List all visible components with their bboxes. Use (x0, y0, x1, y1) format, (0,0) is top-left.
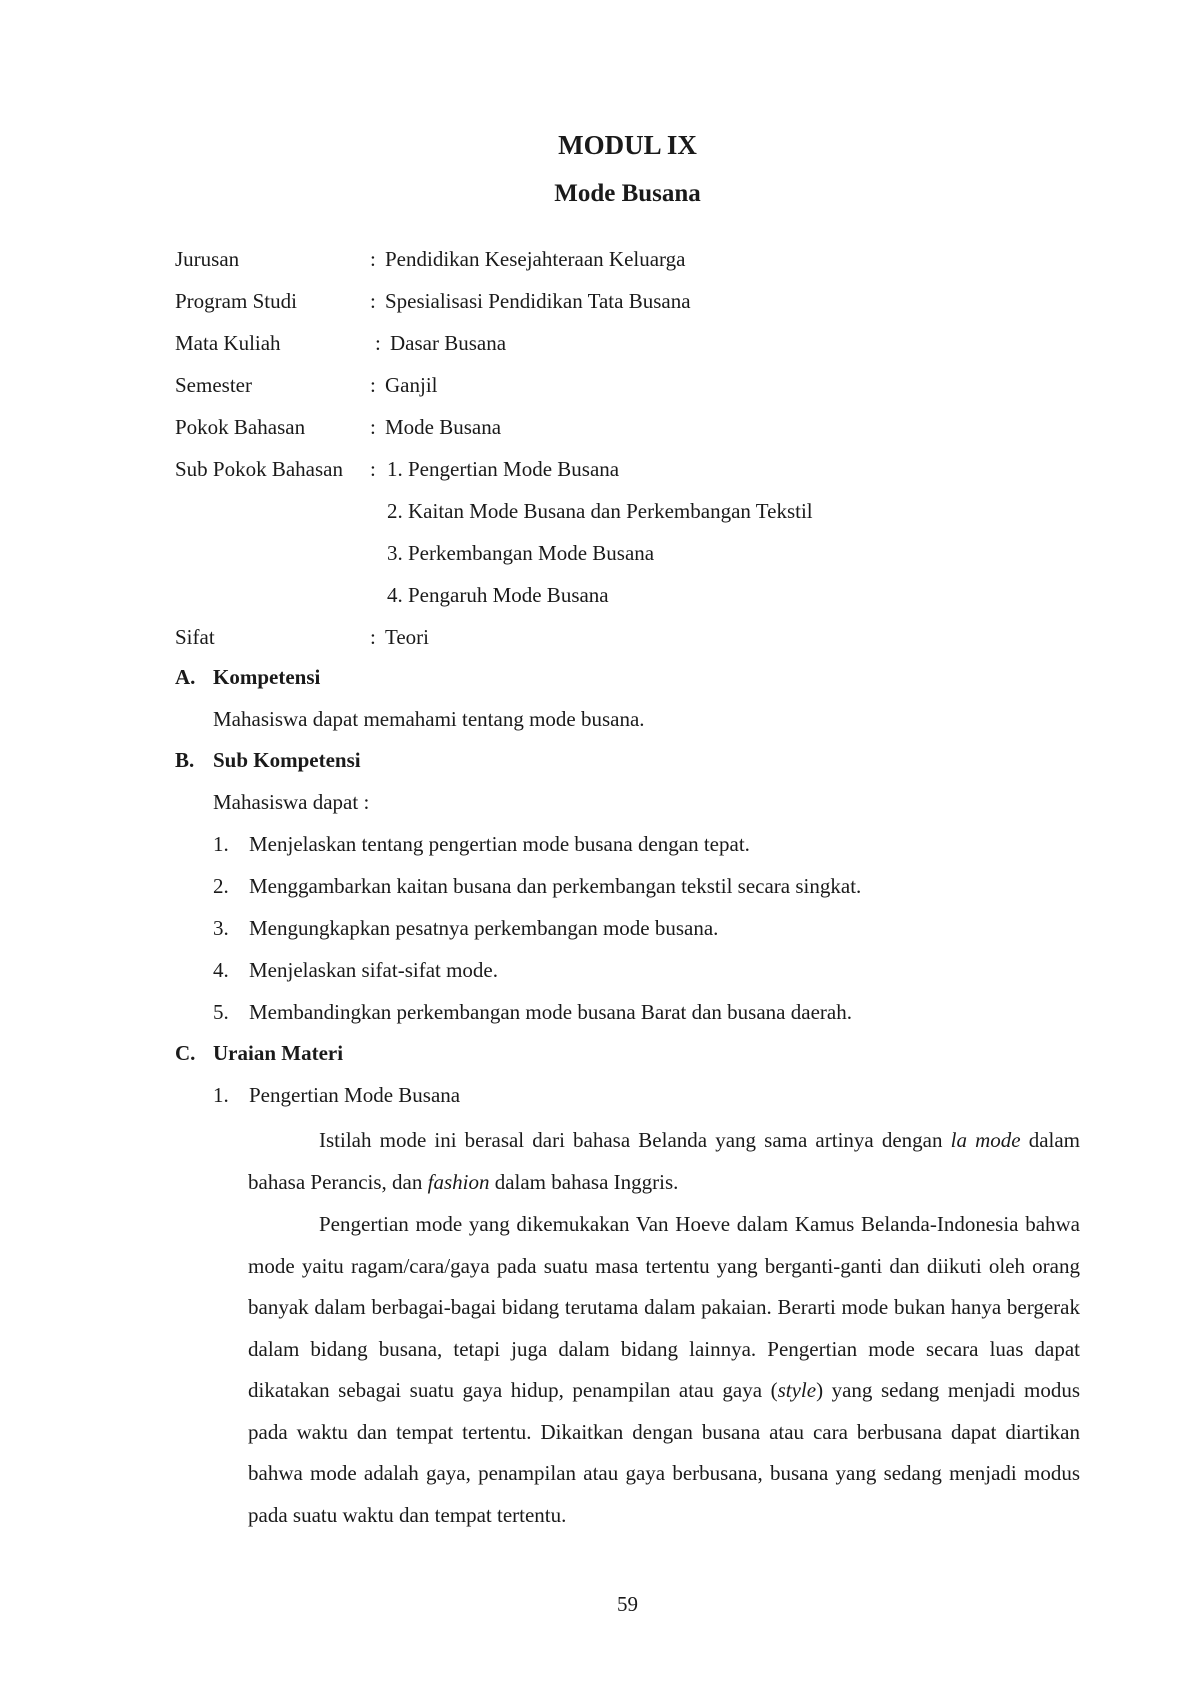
list-text: Membandingkan perkembangan mode busana Barat dan busana daerah. (249, 1000, 852, 1024)
subsection-title: Pengertian Mode Busana (249, 1083, 461, 1107)
italic-term: fashion (427, 1169, 490, 1194)
info-label: Program Studi (175, 289, 297, 313)
info-label: Semester (175, 373, 252, 397)
list-text: Menjelaskan tentang pengertian mode busana dengan tepat. (249, 832, 750, 856)
list-item (213, 1000, 852, 1025)
module-subtitle: Mode Busana (554, 180, 701, 207)
info-colon: : (370, 415, 376, 439)
info-colon: : (370, 289, 376, 313)
paragraph-text: ) yang sedang menjadi modus pada waktu dan tempat tertentu. Dikaitkan dengan busana atau cara berbusana dapat diartikan bahwa mode adalah gaya, penampilan atau gaya berbusana, busana yang sedang menjadi modus pada suatu waktu dan tempat tertentu. (248, 1378, 1081, 1527)
sub-topic-item: 2. Kaitan Mode Busana dan Perkembangan Tekstil (387, 499, 813, 523)
page-number: 59 (617, 1592, 638, 1616)
info-label: Sifat (175, 625, 215, 649)
list-item (213, 958, 498, 983)
info-label: Jurusan (175, 247, 240, 271)
paragraph-text: Pengertian mode yang dikemukakan Van Hoeve dalam Kamus Belanda-Indonesia bahwa mode yaitu ragam/cara/gaya pada suatu masa tertentu yang berganti-ganti dan diikuti oleh orang banyak dalam berbagai-bagai bidang terutama dalam pakaian. Berarti mode bukan hanya bergerak dalam bidang busana, tetapi juga dalam bidang lainnya. Pengertian mode secara luas dapat dikatakan sebagai suatu gaya hidup, penampilan atau gaya ( (248, 1212, 1080, 1402)
section-title: Uraian Materi (213, 1041, 344, 1065)
section-letter: B. (175, 748, 195, 772)
info-colon: : (370, 457, 376, 481)
sub-topic-item: 4. Pengaruh Mode Busana (387, 583, 609, 607)
info-colon: : (370, 247, 376, 271)
subsection-number: 1. (213, 1083, 229, 1107)
info-value: Mode Busana (385, 415, 502, 439)
italic-term: la mode (950, 1128, 1021, 1152)
info-value: Pendidikan Kesejahteraan Keluarga (385, 247, 686, 271)
section-title: Sub Kompetensi (213, 748, 361, 772)
list-item (213, 874, 861, 899)
paragraph-text: dalam bahasa Inggris. (489, 1169, 679, 1194)
info-colon: : (375, 331, 381, 355)
paragraph-text: Istilah mode ini berasal dari bahasa Belanda yang sama artinya dengan (319, 1128, 951, 1152)
module-title: MODUL IX (558, 130, 697, 160)
info-label: Sub Pokok Bahasan (175, 457, 343, 481)
section-heading-uraian-materi (175, 1041, 343, 1066)
info-value: Teori (385, 625, 430, 649)
section-heading-sub-kompetensi (175, 748, 361, 773)
info-value: Spesialisasi Pendidikan Tata Busana (385, 289, 691, 313)
list-text: Mengungkapkan pesatnya perkembangan mode busana. (249, 916, 719, 940)
paragraph-istilah (248, 1120, 1080, 1203)
info-label: Mata Kuliah (175, 331, 281, 355)
info-colon: : (370, 373, 376, 397)
info-value: Dasar Busana (390, 331, 507, 355)
sub-topic-item: 3. Perkembangan Mode Busana (387, 541, 655, 565)
section-letter: C. (175, 1041, 196, 1065)
section-heading-kompetensi (175, 665, 320, 690)
info-label: Pokok Bahasan (175, 415, 306, 439)
list-item (213, 832, 750, 857)
kompetensi-text: Mahasiswa dapat memahami tentang mode busana. (213, 707, 645, 731)
list-number: 1. (213, 832, 229, 856)
list-number: 2. (213, 874, 229, 898)
list-item (213, 916, 718, 941)
sub-topic-item: 1. Pengertian Mode Busana (387, 457, 620, 481)
section-title: Kompetensi (213, 665, 321, 689)
list-text: Menggambarkan kaitan busana dan perkembangan tekstil secara singkat. (249, 874, 862, 898)
list-number: 3. (213, 916, 229, 940)
list-number: 4. (213, 958, 229, 982)
subsection-heading (213, 1083, 460, 1108)
italic-term: style (777, 1378, 817, 1402)
paragraph-pengertian (248, 1204, 1080, 1536)
sub-kompetensi-intro: Mahasiswa dapat : (213, 790, 370, 814)
list-number: 5. (213, 1000, 229, 1024)
list-text: Menjelaskan sifat-sifat mode. (249, 958, 499, 982)
section-letter: A. (175, 665, 196, 689)
info-value: Ganjil (385, 373, 438, 397)
info-colon: : (370, 625, 376, 649)
paragraph-text: dalam bahasa Perancis, dan (248, 1128, 1081, 1194)
